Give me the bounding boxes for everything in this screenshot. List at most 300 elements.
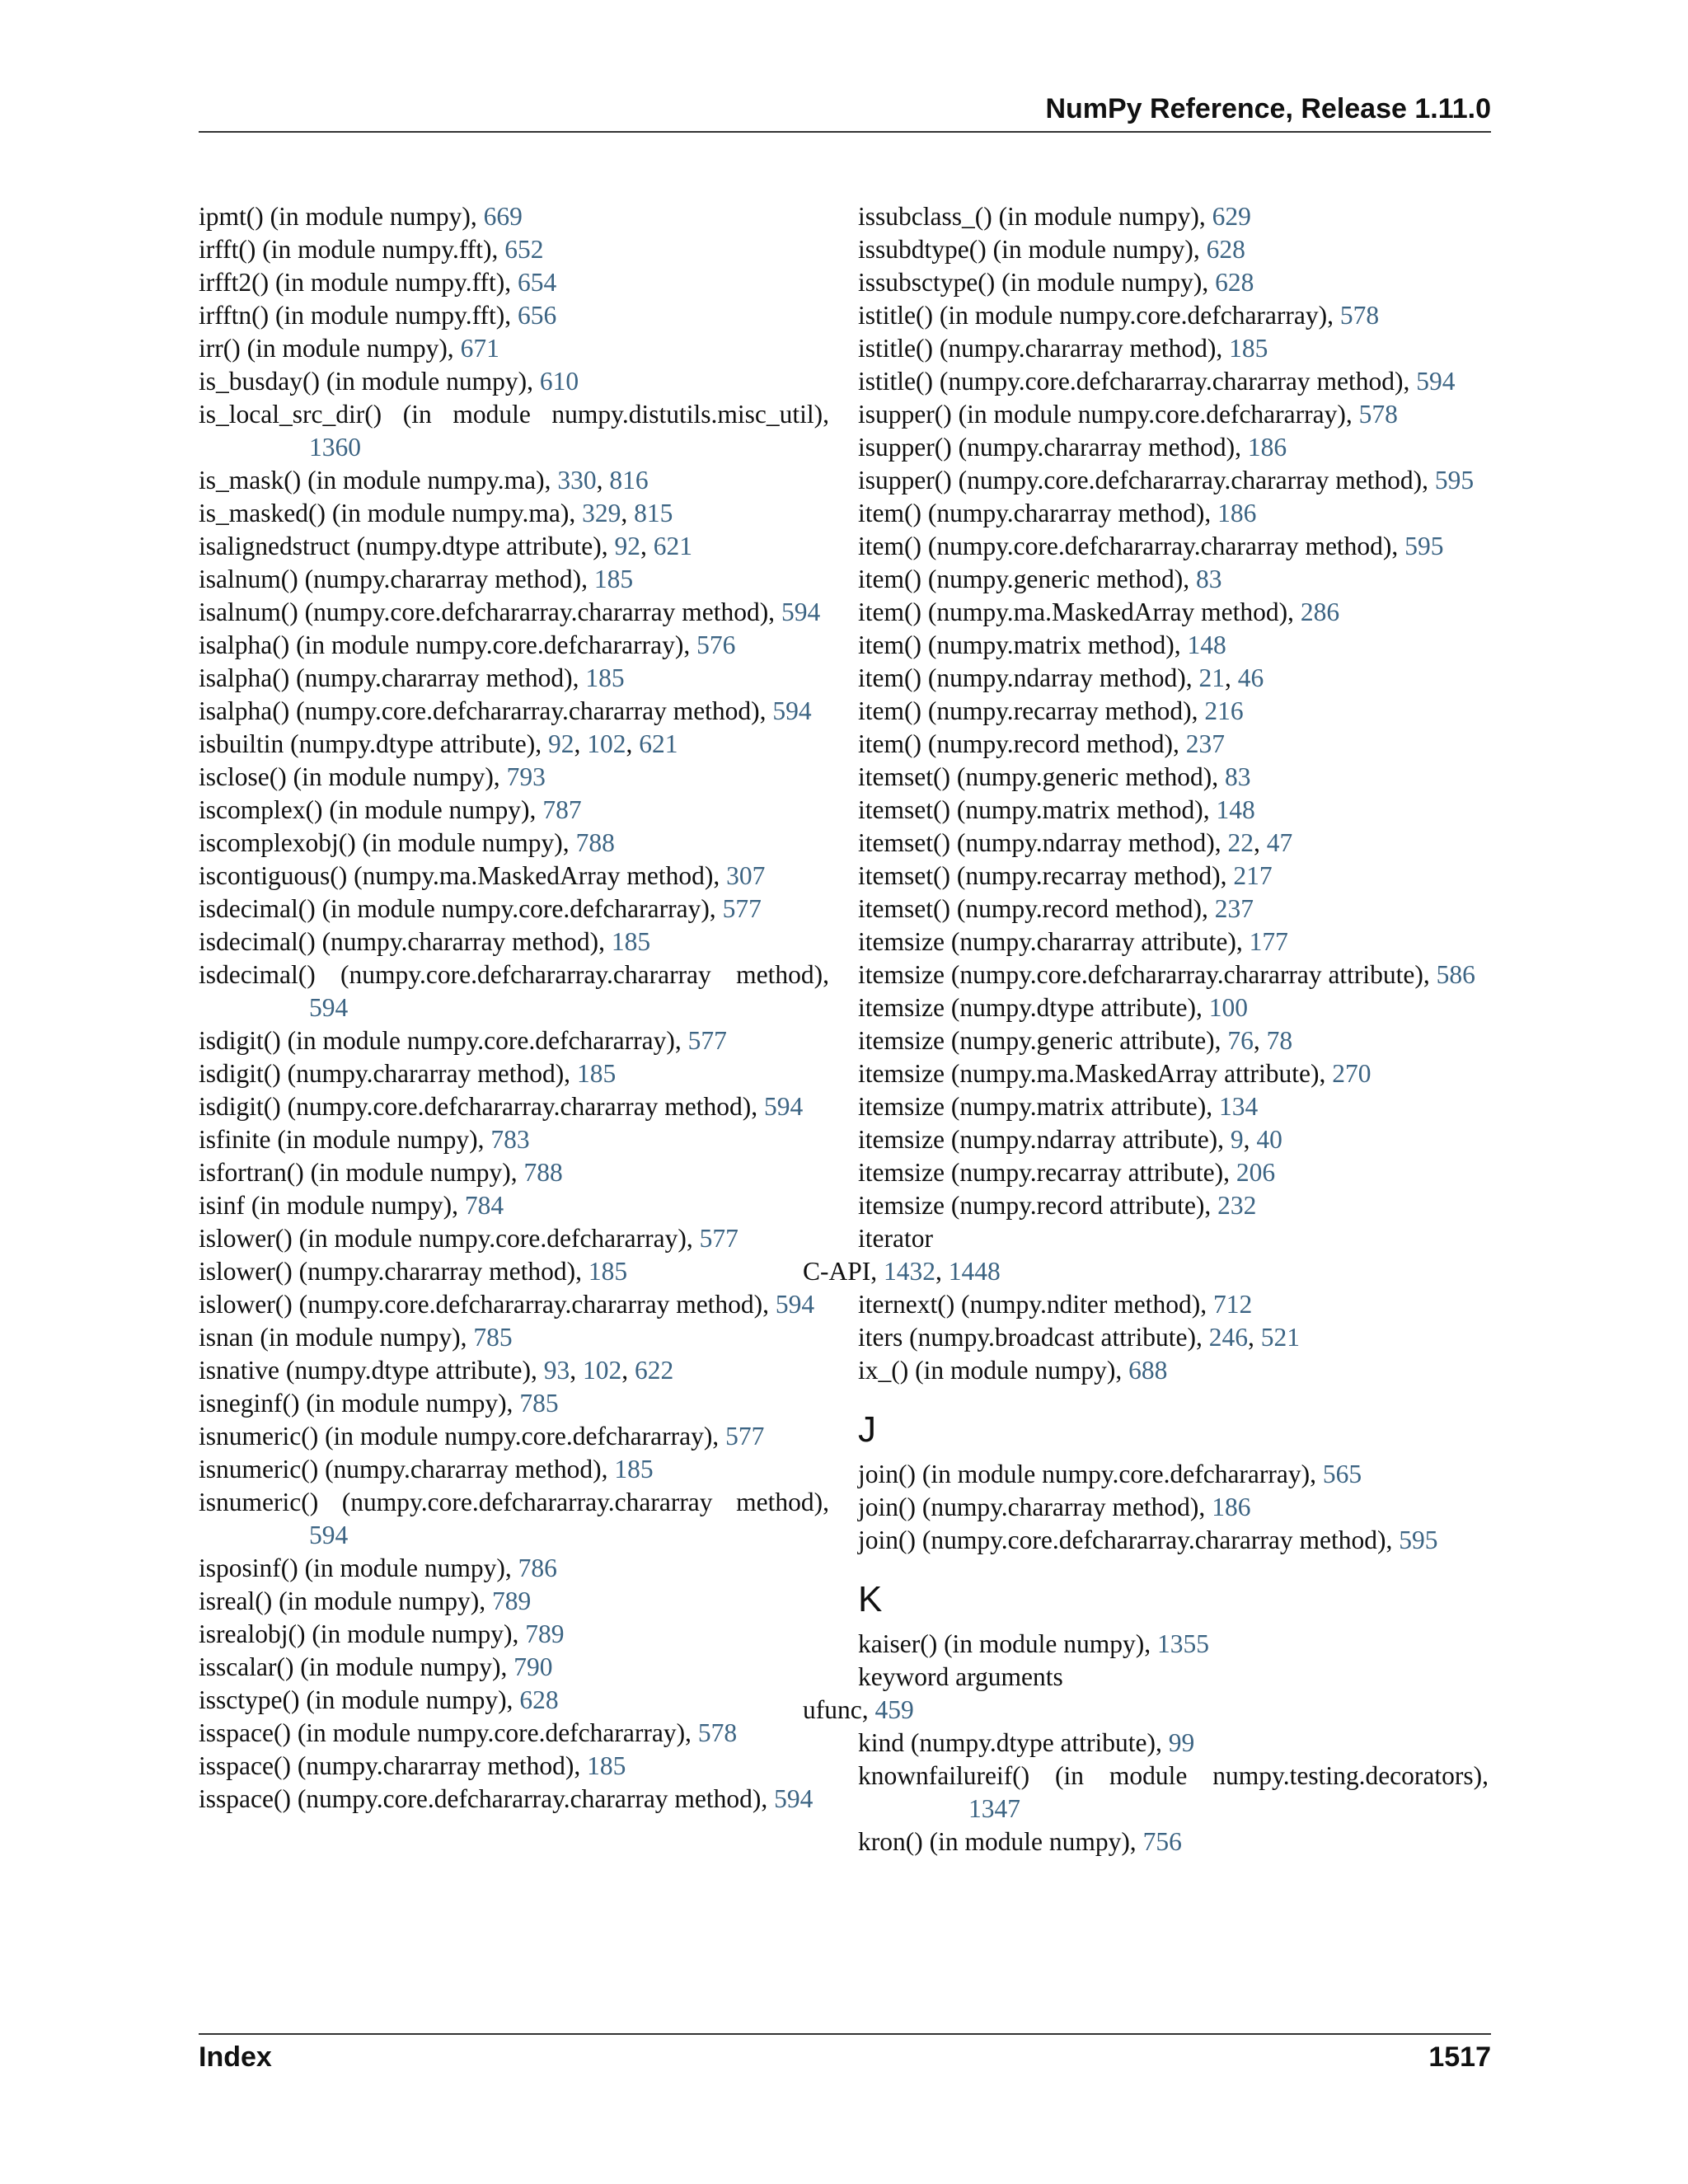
index-entry bbox=[199, 1618, 829, 1651]
index-entry bbox=[199, 860, 829, 893]
footer-section-title: Index bbox=[199, 2041, 272, 2073]
page-ref-link[interactable]: 786 bbox=[518, 1554, 557, 1582]
index-entry bbox=[199, 1684, 829, 1717]
page-ref-link[interactable]: 186 bbox=[1217, 499, 1257, 527]
page-ref-link[interactable]: 22 bbox=[1227, 828, 1254, 857]
index-entry bbox=[858, 1189, 1489, 1222]
index-term: is_masked() (in module numpy.ma), bbox=[199, 499, 583, 527]
page-ref-link[interactable]: 99 bbox=[1168, 1728, 1195, 1757]
index-entry bbox=[199, 1090, 829, 1123]
page-ref-link[interactable]: 100 bbox=[1208, 993, 1248, 1022]
page-ref-separator: , bbox=[1243, 1125, 1257, 1154]
page-ref-link[interactable]: 784 bbox=[464, 1191, 504, 1220]
page-ref-link[interactable]: 185 bbox=[587, 1751, 626, 1780]
page-ref-link[interactable]: 785 bbox=[473, 1323, 513, 1352]
index-term: isposinf() (in module numpy), bbox=[199, 1554, 518, 1582]
page-ref-link[interactable]: 594 bbox=[309, 1521, 349, 1549]
footer-rule bbox=[199, 2033, 1491, 2035]
index-entry bbox=[199, 200, 829, 233]
page-ref-link[interactable]: 270 bbox=[1332, 1059, 1372, 1088]
index-term: isrealobj() (in module numpy), bbox=[199, 1619, 526, 1648]
page-ref-link[interactable]: 1347 bbox=[968, 1794, 1020, 1823]
page-ref-link[interactable]: 521 bbox=[1260, 1323, 1300, 1352]
index-term: isnumeric() (numpy.core.defchararray.chararray method), bbox=[199, 1488, 829, 1516]
index-letter-heading: J bbox=[858, 1409, 876, 1450]
index-term: itemsize (numpy.generic attribute), bbox=[858, 1026, 1228, 1055]
page-ref-link[interactable]: 232 bbox=[1217, 1191, 1257, 1220]
page-ref-link[interactable]: 9 bbox=[1230, 1125, 1244, 1154]
index-term: itemsize (numpy.chararray attribute), bbox=[858, 927, 1250, 956]
page-ref-link[interactable]: 186 bbox=[1212, 1493, 1251, 1521]
page-ref-link[interactable]: 577 bbox=[699, 1224, 738, 1253]
index-term: iscomplex() (in module numpy), bbox=[199, 795, 543, 824]
page-ref-link[interactable]: 790 bbox=[513, 1652, 553, 1681]
index-entry bbox=[858, 299, 1489, 332]
index-entry bbox=[858, 1491, 1489, 1524]
index-entry bbox=[858, 991, 1489, 1024]
page-ref-link[interactable]: 628 bbox=[1215, 268, 1254, 297]
page-ref-link[interactable]: 785 bbox=[519, 1389, 559, 1418]
page-ref-link[interactable]: 629 bbox=[1212, 202, 1251, 231]
index-term: keyword arguments bbox=[858, 1662, 1063, 1691]
index-entry bbox=[858, 1661, 1489, 1694]
page-ref-link[interactable]: 594 bbox=[781, 598, 821, 626]
index-term: itemset() (numpy.ndarray method), bbox=[858, 828, 1228, 857]
index-term: iscontiguous() (numpy.ma.MaskedArray method), bbox=[199, 861, 727, 890]
page-ref-link[interactable]: 788 bbox=[523, 1158, 563, 1187]
index-entry bbox=[858, 332, 1489, 365]
page-ref-link[interactable]: 578 bbox=[697, 1718, 738, 1747]
index-entry bbox=[199, 827, 829, 860]
index-entry bbox=[199, 233, 829, 266]
index-entry bbox=[199, 1651, 829, 1684]
page-ref-link[interactable]: 789 bbox=[525, 1619, 565, 1648]
page-ref-separator: , bbox=[1224, 663, 1238, 692]
page-ref-link[interactable]: 594 bbox=[772, 696, 812, 725]
index-entry bbox=[199, 794, 829, 827]
page-ref-link[interactable]: 783 bbox=[490, 1125, 530, 1154]
index-term: islower() (in module numpy.core.defchararray), bbox=[199, 1224, 700, 1253]
index-entry bbox=[858, 958, 1489, 991]
page-ref-link[interactable]: 186 bbox=[1247, 433, 1287, 462]
index-term: isalpha() (numpy.chararray method), bbox=[199, 663, 586, 692]
page-ref-link[interactable]: 185 bbox=[611, 927, 651, 956]
index-entry bbox=[858, 266, 1489, 299]
index-entry bbox=[199, 1750, 829, 1783]
index-entry bbox=[858, 1288, 1489, 1321]
index-term: join() (numpy.chararray method), bbox=[858, 1493, 1212, 1521]
index-term: istitle() (numpy.core.defchararray.chararray method), bbox=[858, 367, 1417, 396]
index-entry bbox=[199, 1123, 829, 1156]
index-entry bbox=[199, 1288, 829, 1321]
index-entry bbox=[199, 563, 829, 596]
page-ref-link[interactable]: 185 bbox=[614, 1455, 654, 1483]
index-term: isneginf() (in module numpy), bbox=[199, 1389, 520, 1418]
index-term: itemsize (numpy.ma.MaskedArray attribute), bbox=[858, 1059, 1333, 1088]
index-term: isreal() (in module numpy), bbox=[199, 1586, 493, 1615]
page-ref-link[interactable]: 595 bbox=[1399, 1526, 1438, 1554]
index-entry bbox=[199, 629, 829, 662]
page-ref-separator: , bbox=[621, 499, 635, 527]
index-entry bbox=[858, 860, 1489, 893]
index-entry bbox=[199, 596, 829, 629]
page-ref-link[interactable]: 656 bbox=[517, 301, 557, 330]
index-entry bbox=[199, 926, 829, 958]
page-ref-separator: , bbox=[626, 729, 640, 758]
index-term: iters (numpy.broadcast attribute), bbox=[858, 1323, 1209, 1352]
page-ref-link[interactable]: 185 bbox=[1229, 334, 1268, 363]
index-entry bbox=[858, 761, 1489, 794]
index-entry bbox=[858, 662, 1489, 695]
index-term: isfinite (in module numpy), bbox=[199, 1125, 491, 1154]
page-ref-link[interactable]: 237 bbox=[1185, 729, 1225, 758]
page-ref-link[interactable]: 594 bbox=[1416, 367, 1456, 396]
index-entry bbox=[858, 794, 1489, 827]
page-ref-link[interactable]: 134 bbox=[1218, 1092, 1259, 1121]
page-ref-link[interactable]: 654 bbox=[517, 268, 557, 297]
page-ref-link[interactable]: 595 bbox=[1404, 532, 1444, 560]
index-term: isdecimal() (in module numpy.core.defchararray), bbox=[199, 894, 723, 923]
page-ref-link[interactable]: 756 bbox=[1142, 1827, 1182, 1856]
page-ref-link[interactable]: 621 bbox=[639, 729, 678, 758]
index-subentry bbox=[803, 1694, 1489, 1727]
index-entry bbox=[199, 530, 829, 563]
index-entry bbox=[199, 1156, 829, 1189]
page-ref-link[interactable]: 789 bbox=[492, 1586, 532, 1615]
index-entry bbox=[199, 1255, 829, 1288]
page-ref-link[interactable]: 1360 bbox=[309, 433, 361, 462]
page-ref-link[interactable]: 1432 bbox=[884, 1257, 936, 1286]
index-term: ufunc, bbox=[803, 1695, 875, 1724]
index-term: irfft2() (in module numpy.fft), bbox=[199, 268, 518, 297]
index-term: isalpha() (numpy.core.defchararray.chararray method), bbox=[199, 696, 773, 725]
index-entry bbox=[858, 1727, 1489, 1760]
index-term: isscalar() (in module numpy), bbox=[199, 1652, 514, 1681]
index-term: join() (numpy.core.defchararray.chararray method), bbox=[858, 1526, 1400, 1554]
page-ref-link[interactable]: 815 bbox=[634, 499, 673, 527]
index-subentry bbox=[803, 1255, 1489, 1288]
page-ref-link[interactable]: 652 bbox=[504, 235, 544, 264]
index-entry bbox=[199, 1717, 829, 1750]
index-entry bbox=[199, 1420, 829, 1453]
index-entry bbox=[199, 958, 829, 1024]
index-column-left bbox=[199, 200, 829, 1816]
page-ref-link[interactable]: 237 bbox=[1214, 894, 1254, 923]
index-term: irfftn() (in module numpy.fft), bbox=[199, 301, 518, 330]
index-entry bbox=[199, 761, 829, 794]
index-entry bbox=[199, 299, 829, 332]
index-entry bbox=[199, 1783, 829, 1816]
page-ref-link[interactable]: 47 bbox=[1266, 828, 1293, 857]
page-ref-link[interactable]: 578 bbox=[1339, 301, 1380, 330]
page-ref-link[interactable]: 565 bbox=[1322, 1460, 1362, 1488]
index-entry bbox=[858, 1760, 1489, 1825]
index-term: issubdtype() (in module numpy), bbox=[858, 235, 1207, 264]
index-entry bbox=[199, 1486, 829, 1552]
index-term: isnative (numpy.dtype attribute), bbox=[199, 1356, 544, 1385]
index-term: itemsize (numpy.ndarray attribute), bbox=[858, 1125, 1231, 1154]
index-term: isdigit() (numpy.core.defchararray.chararray method), bbox=[199, 1092, 764, 1121]
page-ref-link[interactable]: 92 bbox=[548, 729, 574, 758]
page-ref-separator: , bbox=[570, 1356, 583, 1385]
index-term: isbuiltin (numpy.dtype attribute), bbox=[199, 729, 549, 758]
index-column-right bbox=[803, 200, 1489, 1858]
index-term: isinf (in module numpy), bbox=[199, 1191, 465, 1220]
page-ref-link[interactable]: 217 bbox=[1233, 861, 1273, 890]
index-entry bbox=[199, 497, 829, 530]
index-entry bbox=[199, 1057, 829, 1090]
index-entry bbox=[858, 1156, 1489, 1189]
page-ref-separator: , bbox=[574, 729, 588, 758]
page-ref-link[interactable]: 40 bbox=[1256, 1125, 1282, 1154]
index-term: item() (numpy.chararray method), bbox=[858, 499, 1218, 527]
page-ref-link[interactable]: 578 bbox=[1358, 400, 1398, 429]
index-entry bbox=[858, 827, 1489, 860]
index-entry bbox=[858, 728, 1489, 761]
page-ref-link[interactable]: 793 bbox=[506, 762, 546, 791]
page-ref-link[interactable]: 177 bbox=[1249, 927, 1288, 956]
page-ref-link[interactable]: 712 bbox=[1212, 1290, 1253, 1319]
index-term: islower() (numpy.chararray method), bbox=[199, 1257, 588, 1286]
index-term: item() (numpy.recarray method), bbox=[858, 696, 1205, 725]
page-ref-link[interactable]: 586 bbox=[1436, 960, 1475, 989]
page-ref-link[interactable]: 688 bbox=[1128, 1356, 1168, 1385]
page-ref-link[interactable]: 788 bbox=[575, 828, 615, 857]
index-term: is_busday() (in module numpy), bbox=[199, 367, 540, 396]
index-entry bbox=[199, 1024, 829, 1057]
index-entry bbox=[858, 1057, 1489, 1090]
index-entry bbox=[858, 497, 1489, 530]
index-letter-heading: K bbox=[858, 1579, 883, 1619]
index-term: isalignedstruct (numpy.dtype attribute), bbox=[199, 532, 615, 560]
index-term: itemsize (numpy.matrix attribute), bbox=[858, 1092, 1219, 1121]
header-rule bbox=[199, 131, 1491, 133]
index-term: itemsize (numpy.core.defchararray.chararray attribute), bbox=[858, 960, 1437, 989]
index-term: isalnum() (numpy.chararray method), bbox=[199, 565, 594, 593]
index-term: C-API, bbox=[803, 1257, 884, 1286]
page-ref-link[interactable]: 185 bbox=[588, 1257, 628, 1286]
index-entry bbox=[199, 728, 829, 761]
index-term: itemsize (numpy.dtype attribute), bbox=[858, 993, 1209, 1022]
page-ref-link[interactable]: 594 bbox=[763, 1092, 804, 1121]
page-ref-link[interactable]: 787 bbox=[542, 795, 582, 824]
page-ref-link[interactable]: 93 bbox=[543, 1356, 570, 1385]
index-term: isupper() (in module numpy.core.defchararray), bbox=[858, 400, 1359, 429]
index-term: is_local_src_dir() (in module numpy.distutils.misc_util), bbox=[199, 400, 829, 429]
index-term: itemset() (numpy.generic method), bbox=[858, 762, 1225, 791]
index-term: kron() (in module numpy), bbox=[858, 1827, 1143, 1856]
index-term: isdigit() (in module numpy.core.defchararray), bbox=[199, 1026, 688, 1055]
index-entry bbox=[858, 596, 1489, 629]
index-entry bbox=[199, 266, 829, 299]
page-ref-link[interactable]: 92 bbox=[614, 532, 640, 560]
index-term: isspace() (numpy.chararray method), bbox=[199, 1751, 588, 1780]
page-ref-link[interactable]: 459 bbox=[874, 1695, 914, 1724]
index-term: itemset() (numpy.record method), bbox=[858, 894, 1215, 923]
page-ref-link[interactable]: 577 bbox=[725, 1422, 765, 1451]
index-entry bbox=[199, 893, 829, 926]
index-term: isdecimal() (numpy.chararray method), bbox=[199, 927, 612, 956]
index-entry bbox=[199, 1585, 829, 1618]
index-entry bbox=[858, 926, 1489, 958]
index-term: item() (numpy.matrix method), bbox=[858, 630, 1188, 659]
page-ref-link[interactable]: 102 bbox=[587, 729, 626, 758]
index-entry bbox=[199, 1354, 829, 1387]
page-ref-separator: , bbox=[621, 1356, 635, 1385]
page-ref-link[interactable]: 307 bbox=[726, 861, 766, 890]
index-term: item() (numpy.ndarray method), bbox=[858, 663, 1199, 692]
page-ref-separator: , bbox=[640, 532, 654, 560]
index-term: isfortran() (in module numpy), bbox=[199, 1158, 524, 1187]
page-ref-link[interactable]: 1448 bbox=[948, 1257, 1001, 1286]
index-entry bbox=[858, 563, 1489, 596]
index-term: isclose() (in module numpy), bbox=[199, 762, 507, 791]
index-entry bbox=[858, 695, 1489, 728]
index-entry bbox=[199, 1453, 829, 1486]
page-ref-link[interactable]: 46 bbox=[1237, 663, 1264, 692]
index-entry bbox=[858, 398, 1489, 431]
index-entry bbox=[858, 530, 1489, 563]
index-term: isnan (in module numpy), bbox=[199, 1323, 474, 1352]
page-ref-link[interactable]: 576 bbox=[696, 630, 736, 659]
page-ref-link[interactable]: 816 bbox=[609, 466, 649, 494]
page-ref-link[interactable]: 206 bbox=[1236, 1158, 1276, 1187]
page-ref-separator: , bbox=[1253, 828, 1267, 857]
page-ref-link[interactable]: 83 bbox=[1224, 762, 1251, 791]
index-term: irfft() (in module numpy.fft), bbox=[199, 235, 505, 264]
page-ref-link[interactable]: 594 bbox=[775, 1290, 815, 1319]
page-ref-link[interactable]: 246 bbox=[1208, 1323, 1248, 1352]
page-ref-separator: , bbox=[1247, 1323, 1261, 1352]
index-term: item() (numpy.ma.MaskedArray method), bbox=[858, 598, 1301, 626]
index-term: ipmt() (in module numpy), bbox=[199, 202, 484, 231]
index-term: itemset() (numpy.recarray method), bbox=[858, 861, 1234, 890]
page-ref-separator: , bbox=[1253, 1026, 1267, 1055]
page-ref-link[interactable]: 21 bbox=[1198, 663, 1225, 692]
page-ref-separator: , bbox=[596, 466, 610, 494]
page-ref-link[interactable]: 185 bbox=[585, 663, 625, 692]
index-entry bbox=[199, 365, 829, 398]
index-entry bbox=[199, 1321, 829, 1354]
index-term: itemsize (numpy.recarray attribute), bbox=[858, 1158, 1236, 1187]
index-entry bbox=[199, 1387, 829, 1420]
index-term: ix_() (in module numpy), bbox=[858, 1356, 1129, 1385]
index-term: item() (numpy.core.defchararray.chararray method), bbox=[858, 532, 1405, 560]
footer-page-number: 1517 bbox=[1428, 2041, 1491, 2073]
page-ref-separator: , bbox=[935, 1257, 949, 1286]
page-footer bbox=[199, 2037, 1491, 2077]
page-ref-link[interactable]: 595 bbox=[1434, 466, 1475, 494]
page-ref-link[interactable]: 185 bbox=[576, 1059, 617, 1088]
index-term: item() (numpy.generic method), bbox=[858, 565, 1196, 593]
page-ref-link[interactable]: 102 bbox=[582, 1356, 622, 1385]
page-ref-link[interactable]: 621 bbox=[653, 532, 692, 560]
index-term: item() (numpy.record method), bbox=[858, 729, 1186, 758]
index-term: isspace() (numpy.core.defchararray.chararray method), bbox=[199, 1784, 775, 1813]
page-ref-link[interactable]: 76 bbox=[1227, 1026, 1254, 1055]
page-ref-link[interactable]: 148 bbox=[1187, 630, 1226, 659]
page-ref-link[interactable]: 83 bbox=[1195, 565, 1222, 593]
index-term: isnumeric() (numpy.chararray method), bbox=[199, 1455, 615, 1483]
index-term: istitle() (in module numpy.core.defchararray), bbox=[858, 301, 1340, 330]
index-entry bbox=[199, 398, 829, 464]
page-ref-link[interactable]: 185 bbox=[593, 565, 634, 593]
index-term: isupper() (numpy.chararray method), bbox=[858, 433, 1248, 462]
index-term: kaiser() (in module numpy), bbox=[858, 1629, 1158, 1658]
index-term: isnumeric() (in module numpy.core.defchararray), bbox=[199, 1422, 726, 1451]
running-header: NumPy Reference, Release 1.11.0 bbox=[1045, 93, 1491, 124]
page-ref-link[interactable]: 78 bbox=[1266, 1026, 1293, 1055]
page-ref-link[interactable]: 286 bbox=[1300, 598, 1340, 626]
index-term: issubsctype() (in module numpy), bbox=[858, 268, 1216, 297]
index-term: kind (numpy.dtype attribute), bbox=[858, 1728, 1169, 1757]
index-term: isdigit() (numpy.chararray method), bbox=[199, 1059, 577, 1088]
page-ref-link[interactable]: 628 bbox=[519, 1685, 559, 1714]
index-entry bbox=[858, 1024, 1489, 1057]
index-entry bbox=[199, 464, 829, 497]
page-ref-link[interactable]: 216 bbox=[1204, 696, 1244, 725]
index-entry bbox=[858, 431, 1489, 464]
index-entry bbox=[858, 200, 1489, 233]
index-entry bbox=[858, 893, 1489, 926]
index-entry bbox=[858, 233, 1489, 266]
page-ref-link[interactable]: 577 bbox=[687, 1026, 727, 1055]
index-entry bbox=[199, 695, 829, 728]
page-ref-link[interactable]: 329 bbox=[582, 499, 621, 527]
page-ref-link[interactable]: 610 bbox=[539, 367, 579, 396]
page-ref-link[interactable]: 594 bbox=[774, 1784, 814, 1813]
index-entry bbox=[858, 1628, 1489, 1661]
index-term: iscomplexobj() (in module numpy), bbox=[199, 828, 576, 857]
index-entry bbox=[858, 1458, 1489, 1491]
index-term: isalnum() (numpy.core.defchararray.chararray method), bbox=[199, 598, 781, 626]
page-ref-link[interactable]: 594 bbox=[309, 993, 349, 1022]
index-entry bbox=[858, 1354, 1489, 1387]
index-entry bbox=[858, 1321, 1489, 1354]
index-entry bbox=[199, 1189, 829, 1222]
page-ref-link[interactable]: 671 bbox=[460, 334, 499, 363]
index-term: islower() (numpy.core.defchararray.chararray method), bbox=[199, 1290, 776, 1319]
index-entry bbox=[858, 1123, 1489, 1156]
page-ref-link[interactable]: 622 bbox=[634, 1356, 674, 1385]
index-entry bbox=[858, 1825, 1489, 1858]
index-term: knownfailureif() (in module numpy.testing.decorators), bbox=[858, 1761, 1489, 1790]
index-term: isupper() (numpy.core.defchararray.chararray method), bbox=[858, 466, 1435, 494]
index-entry bbox=[858, 1222, 1489, 1255]
index-entry bbox=[199, 662, 829, 695]
index-term: isalpha() (in module numpy.core.defchararray), bbox=[199, 630, 697, 659]
page-ref-link[interactable]: 330 bbox=[557, 466, 597, 494]
index-term: iterator bbox=[858, 1224, 933, 1253]
index-entry bbox=[858, 629, 1489, 662]
index-entry bbox=[199, 1222, 829, 1255]
page-ref-link[interactable]: 148 bbox=[1216, 795, 1255, 824]
index-term: is_mask() (in module numpy.ma), bbox=[199, 466, 558, 494]
index-entry bbox=[858, 1524, 1489, 1557]
index-term: issctype() (in module numpy), bbox=[199, 1685, 520, 1714]
page-ref-link[interactable]: 1355 bbox=[1157, 1629, 1210, 1658]
page-ref-link[interactable]: 669 bbox=[483, 202, 523, 231]
index-term: isspace() (in module numpy.core.defchararray), bbox=[199, 1718, 698, 1747]
index-entry bbox=[858, 365, 1489, 398]
index-term: iternext() (numpy.nditer method), bbox=[858, 1290, 1213, 1319]
page-ref-link[interactable]: 577 bbox=[722, 894, 762, 923]
index-term: isdecimal() (numpy.core.defchararray.chararray method), bbox=[199, 960, 829, 989]
index-entry bbox=[858, 464, 1489, 497]
index-term: irr() (in module numpy), bbox=[199, 334, 461, 363]
page-ref-link[interactable]: 628 bbox=[1206, 235, 1245, 264]
index-term: issubclass_() (in module numpy), bbox=[858, 202, 1212, 231]
